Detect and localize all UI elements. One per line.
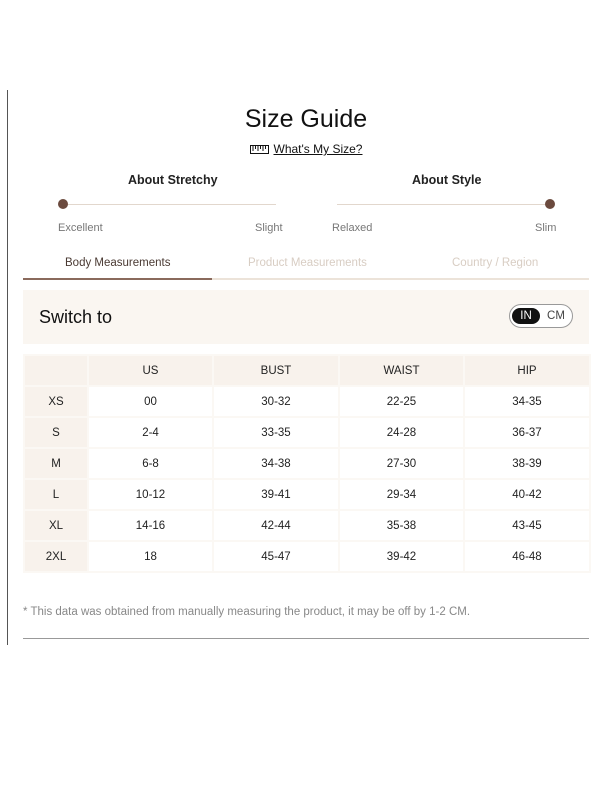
unit-toggle[interactable] [509, 304, 573, 328]
size-label-cell: M [24, 448, 88, 479]
table-cell: 14-16 [88, 510, 213, 541]
size-label-cell: S [24, 417, 88, 448]
measurement-disclaimer: * This data was obtained from manually measuring the product, it may be off by 1-2 CM. [23, 606, 471, 618]
size-label-cell: 2XL [24, 541, 88, 572]
table-cell: 40-42 [464, 479, 590, 510]
ruler-icon [250, 145, 269, 154]
table-cell: 00 [88, 386, 213, 417]
table-row [24, 510, 590, 541]
table-row [24, 386, 590, 417]
size-table [23, 354, 591, 573]
table-cell: 34-38 [213, 448, 339, 479]
table-row [24, 448, 590, 479]
bottom-divider [23, 638, 589, 639]
table-cell: 39-42 [339, 541, 464, 572]
unit-option-in[interactable]: IN [512, 308, 540, 324]
table-cell: 24-28 [339, 417, 464, 448]
tab-product-measurements[interactable]: Product Measurements [248, 257, 367, 269]
column-header-hip: HIP [464, 355, 590, 386]
stretch-scale [63, 204, 276, 205]
unit-switch-bar [23, 290, 589, 344]
table-row [24, 417, 590, 448]
size-label-cell: XL [24, 510, 88, 541]
active-tab-indicator [23, 278, 212, 280]
style-title: About Style [412, 173, 482, 187]
column-header-us: US [88, 355, 213, 386]
style-scale [337, 204, 550, 205]
table-cell: 22-25 [339, 386, 464, 417]
size-label-cell: L [24, 479, 88, 510]
table-cell: 38-39 [464, 448, 590, 479]
table-cell: 42-44 [213, 510, 339, 541]
table-cell: 39-41 [213, 479, 339, 510]
table-cell: 46-48 [464, 541, 590, 572]
unit-option-cm[interactable]: CM [547, 310, 565, 322]
table-corner [24, 355, 88, 386]
table-row [24, 541, 590, 572]
stretch-left-label: Excellent [58, 222, 103, 234]
table-cell: 6-8 [88, 448, 213, 479]
measurement-tabs [23, 252, 589, 280]
style-right-label: Slim [535, 222, 557, 234]
stretch-indicator [58, 199, 68, 209]
column-header-bust: BUST [213, 355, 339, 386]
switch-label: Switch to [39, 307, 113, 327]
stretch-right-label: Slight [255, 222, 283, 234]
table-cell: 33-35 [213, 417, 339, 448]
size-label-cell: XS [24, 386, 88, 417]
table-cell: 43-45 [464, 510, 590, 541]
table-cell: 18 [88, 541, 213, 572]
table-cell: 34-35 [464, 386, 590, 417]
style-indicator [545, 199, 555, 209]
style-left-label: Relaxed [332, 222, 373, 234]
table-cell: 10-12 [88, 479, 213, 510]
stretch-title: About Stretchy [128, 173, 218, 187]
whats-my-size-link[interactable] [0, 142, 600, 156]
column-header-waist: WAIST [339, 355, 464, 386]
table-cell: 30-32 [213, 386, 339, 417]
page-title: Size Guide [244, 105, 368, 133]
tab-country-region[interactable]: Country / Region [452, 257, 539, 269]
left-divider [7, 90, 8, 645]
table-header-row [24, 355, 590, 386]
table-cell: 2-4 [88, 417, 213, 448]
whats-my-size-label[interactable]: What's My Size? [273, 142, 363, 156]
table-cell: 27-30 [339, 448, 464, 479]
tab-body-measurements[interactable]: Body Measurements [65, 257, 171, 269]
table-cell: 29-34 [339, 479, 464, 510]
table-cell: 45-47 [213, 541, 339, 572]
table-cell: 36-37 [464, 417, 590, 448]
table-row [24, 479, 590, 510]
table-cell: 35-38 [339, 510, 464, 541]
